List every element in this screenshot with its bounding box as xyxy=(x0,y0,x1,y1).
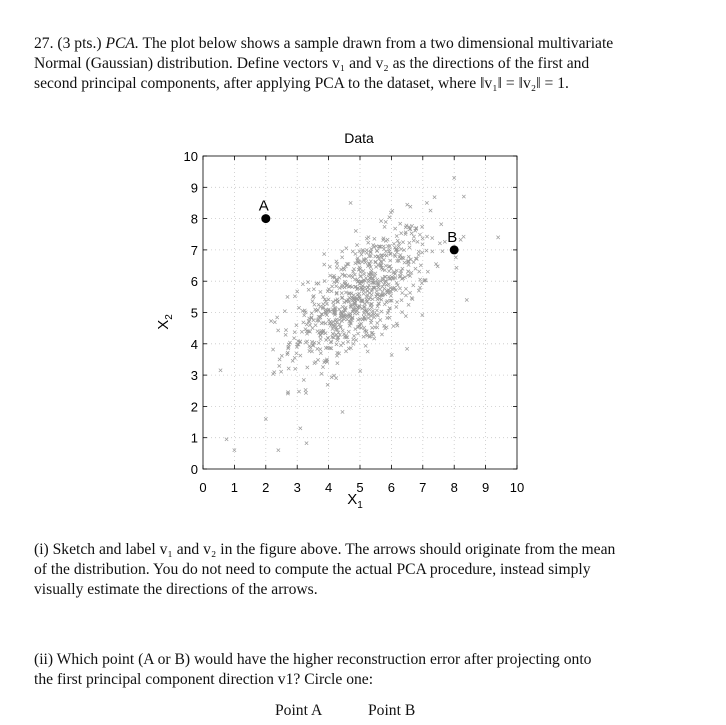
sample-point xyxy=(360,253,363,256)
sample-point xyxy=(392,324,395,327)
sample-point xyxy=(412,235,415,238)
sample-point xyxy=(376,278,379,281)
sample-point xyxy=(330,290,333,293)
sample-point xyxy=(402,248,405,251)
sample-point xyxy=(297,390,300,393)
sample-point xyxy=(375,249,378,252)
sample-point xyxy=(341,329,344,332)
sample-point xyxy=(284,328,287,331)
sample-point xyxy=(292,337,295,340)
sample-point xyxy=(355,243,358,246)
sample-point xyxy=(378,288,381,291)
sample-point xyxy=(408,246,411,249)
sample-point xyxy=(366,350,369,353)
axis-label-base: X xyxy=(347,491,358,508)
part-ii-line-2: the first principal component direction v1? Circle one: xyxy=(34,671,374,688)
sample-points xyxy=(219,176,500,452)
sample-point xyxy=(393,253,396,256)
sample-point xyxy=(384,275,387,278)
sample-point xyxy=(341,410,344,413)
sample-point xyxy=(286,295,289,298)
y-tick-label: 5 xyxy=(190,305,198,321)
sample-point xyxy=(431,236,434,239)
axis-label-subscript: 2 xyxy=(164,314,175,320)
sample-point xyxy=(340,291,343,294)
sample-point xyxy=(284,333,287,336)
x-tick-label: 0 xyxy=(199,480,207,495)
sample-point xyxy=(345,247,348,250)
sample-point xyxy=(219,369,222,372)
y-tick-label: 2 xyxy=(190,399,198,415)
sample-point xyxy=(328,265,331,268)
sample-point xyxy=(407,303,410,306)
sample-point xyxy=(308,344,311,347)
sample-point xyxy=(417,289,420,292)
sample-point xyxy=(410,224,413,227)
y-tick-label: 3 xyxy=(190,368,198,384)
sample-point xyxy=(386,299,389,302)
sample-point xyxy=(278,358,281,361)
sample-point xyxy=(400,298,403,301)
sample-point xyxy=(367,280,370,283)
sample-point xyxy=(385,283,388,286)
sample-point xyxy=(279,370,282,373)
sample-point xyxy=(319,290,322,293)
sample-point xyxy=(299,427,302,430)
sample-point xyxy=(392,276,395,279)
sample-point xyxy=(353,278,356,281)
sample-point xyxy=(364,344,367,347)
sample-point xyxy=(317,282,320,285)
question-number: 27. xyxy=(34,35,54,52)
x-tick-label: 8 xyxy=(450,480,458,495)
y-tick-label: 8 xyxy=(190,211,198,227)
sample-point xyxy=(404,294,407,297)
sample-point xyxy=(426,270,429,273)
sample-point xyxy=(356,312,359,315)
sample-point xyxy=(409,205,412,208)
sample-point xyxy=(280,354,283,357)
x-tick-label: 7 xyxy=(419,480,427,495)
sample-point xyxy=(323,263,326,266)
sample-point xyxy=(363,273,366,276)
sample-point xyxy=(382,245,385,248)
y-tick-label: 7 xyxy=(190,242,198,258)
sample-point xyxy=(393,227,396,230)
question-line-2: Normal (Gaussian) distribution. Define vectors v₁ and v₂ as the directions of the first and xyxy=(34,55,590,72)
sample-point xyxy=(372,337,375,340)
y-tick-label: 10 xyxy=(183,149,198,164)
sample-point xyxy=(416,240,419,243)
sample-point xyxy=(362,292,365,295)
sample-point xyxy=(414,267,417,270)
sample-point xyxy=(417,250,420,253)
y-tick-label: 0 xyxy=(190,462,198,477)
sample-point xyxy=(313,303,316,306)
sample-point xyxy=(406,270,409,273)
sample-point xyxy=(418,278,421,281)
sample-point xyxy=(418,286,421,289)
sample-point xyxy=(337,308,340,311)
sample-point xyxy=(293,331,296,334)
sample-point xyxy=(380,310,383,313)
sample-point xyxy=(302,321,305,324)
sample-point xyxy=(434,262,437,265)
sample-point xyxy=(379,318,382,321)
sample-point xyxy=(319,348,322,351)
sample-point xyxy=(352,334,355,337)
sample-point xyxy=(412,239,415,242)
sample-point xyxy=(369,321,372,324)
sample-point xyxy=(399,247,402,250)
sample-point xyxy=(455,266,458,269)
sample-point xyxy=(395,234,398,237)
sample-point xyxy=(374,255,377,258)
sample-point xyxy=(389,294,392,297)
sample-point xyxy=(384,220,387,223)
sample-point xyxy=(317,303,320,306)
sample-point xyxy=(340,250,343,253)
sample-point xyxy=(302,378,305,381)
y-axis-label xyxy=(155,314,175,330)
sample-point xyxy=(330,285,333,288)
sample-point xyxy=(354,338,357,341)
sample-point xyxy=(398,287,401,290)
sample-point xyxy=(336,262,339,265)
sample-point xyxy=(323,252,326,255)
sample-point xyxy=(462,195,465,198)
sample-point xyxy=(443,240,446,243)
sample-point xyxy=(419,264,422,267)
x-tick-label: 10 xyxy=(509,480,525,495)
sample-point xyxy=(404,287,407,290)
part-i-line-2: of the distribution. You do not need to compute the actual PCA procedure, instead simply xyxy=(34,561,591,578)
sample-point xyxy=(335,285,338,288)
sample-point xyxy=(301,283,304,286)
part-i-line-1: (i) Sketch and label v₁ and v₂ in the figure above. The arrows should originate from the mean xyxy=(34,541,616,558)
sample-point xyxy=(384,264,387,267)
sample-point xyxy=(405,347,408,350)
sample-point xyxy=(352,293,355,296)
sample-point xyxy=(331,332,334,335)
part-ii-text xyxy=(34,650,674,690)
sample-point xyxy=(350,274,353,277)
sample-point xyxy=(354,229,357,232)
sample-point xyxy=(459,238,462,241)
sample-point xyxy=(320,372,323,375)
sample-point xyxy=(383,287,386,290)
sample-point xyxy=(334,376,337,379)
sample-point xyxy=(304,388,307,391)
sample-point xyxy=(436,265,439,268)
sample-point xyxy=(386,238,389,241)
labeled-point-a xyxy=(261,214,270,223)
sample-point xyxy=(441,249,444,252)
sample-point xyxy=(308,323,311,326)
sample-point xyxy=(401,291,404,294)
sample-point xyxy=(293,295,296,298)
sample-point xyxy=(311,300,314,303)
option-point-b[interactable]: Point B xyxy=(368,702,416,719)
sample-point xyxy=(366,289,369,292)
sample-point xyxy=(299,354,302,357)
sample-point xyxy=(410,271,413,274)
sample-point xyxy=(310,350,313,353)
sample-point xyxy=(365,237,368,240)
sample-point xyxy=(321,365,324,368)
sample-point xyxy=(383,225,386,228)
sample-point xyxy=(374,272,377,275)
sample-point xyxy=(294,367,297,370)
sample-point xyxy=(319,351,322,354)
chart-title: Data xyxy=(344,130,374,146)
sample-point xyxy=(326,336,329,339)
sample-point xyxy=(401,240,404,243)
y-tick-label: 9 xyxy=(190,180,198,196)
sample-point xyxy=(335,260,338,263)
plot-grid xyxy=(203,156,517,469)
sample-point xyxy=(400,232,403,235)
sample-point xyxy=(384,250,387,253)
sample-point xyxy=(373,237,376,240)
sample-point xyxy=(346,340,349,343)
question-topic: PCA. xyxy=(105,35,139,52)
sample-point xyxy=(407,263,410,266)
sample-point xyxy=(341,273,344,276)
part-ii-line-1: (ii) Which point (A or B) would have the higher reconstruction error after projecting onto xyxy=(34,651,592,668)
sample-point xyxy=(287,367,290,370)
sample-point xyxy=(311,295,314,298)
question-line-1-text: The plot below shows a sample drawn from a two dimensional multivariate xyxy=(142,35,614,52)
sample-point xyxy=(335,266,338,269)
sample-point xyxy=(406,203,409,206)
sample-point xyxy=(367,241,370,244)
y-tick-label: 6 xyxy=(190,274,198,290)
sample-point xyxy=(392,242,395,245)
sample-point xyxy=(410,296,413,299)
sample-point xyxy=(269,319,272,322)
sample-point xyxy=(399,222,402,225)
sample-point xyxy=(425,235,428,238)
sample-point xyxy=(370,326,373,329)
sample-point xyxy=(421,251,424,254)
sample-point xyxy=(273,320,276,323)
sample-point xyxy=(342,332,345,335)
sample-point xyxy=(341,305,344,308)
sample-point xyxy=(233,449,236,452)
sample-point xyxy=(352,342,355,345)
sample-point xyxy=(295,352,298,355)
sample-point xyxy=(327,318,330,321)
labeled-point-b xyxy=(450,245,459,254)
sample-point xyxy=(347,330,350,333)
sample-point xyxy=(433,195,436,198)
point-label-b: B xyxy=(447,228,458,246)
sample-point xyxy=(356,332,359,335)
question-line-3: second principal components, after applying PCA to the dataset, where ‖v₁‖ = ‖v₂‖ = 1. xyxy=(34,75,569,92)
sample-point xyxy=(319,337,322,340)
y-tick-label: 1 xyxy=(190,430,198,446)
part-i-text xyxy=(34,540,674,600)
sample-point xyxy=(277,449,280,452)
sample-point xyxy=(353,273,356,276)
sample-point xyxy=(295,323,298,326)
x-tick-label: 1 xyxy=(230,480,239,495)
sample-point xyxy=(276,329,279,332)
sample-point xyxy=(417,253,420,256)
sample-point xyxy=(370,306,373,309)
sample-point xyxy=(431,250,434,253)
sample-point xyxy=(391,209,394,212)
sample-point xyxy=(297,306,300,309)
sample-point xyxy=(305,340,308,343)
sample-point xyxy=(421,243,424,246)
sample-point xyxy=(305,442,308,445)
sample-point xyxy=(418,233,421,236)
sample-point xyxy=(340,256,343,259)
sample-point xyxy=(429,209,432,212)
sample-point xyxy=(304,328,307,331)
sample-point xyxy=(465,298,468,301)
sample-point xyxy=(412,284,415,287)
sample-point xyxy=(421,237,424,240)
sample-point xyxy=(312,288,315,291)
sample-point xyxy=(275,316,278,319)
axis-label-base: X xyxy=(155,319,172,330)
x-tick-label: 9 xyxy=(481,480,490,495)
sample-point xyxy=(335,343,338,346)
x-tick-label: 4 xyxy=(324,480,333,495)
part-i-line-3: visually estimate the directions of the arrows. xyxy=(34,581,318,598)
sample-point xyxy=(306,366,309,369)
sample-point xyxy=(454,256,457,259)
labeled-points xyxy=(259,198,459,255)
sample-point xyxy=(314,323,317,326)
sample-point xyxy=(379,219,382,222)
x-tick-label: 2 xyxy=(262,480,270,495)
sample-point xyxy=(403,261,406,264)
sample-point xyxy=(320,312,323,315)
sample-point xyxy=(271,372,274,375)
sample-point xyxy=(408,291,411,294)
sample-point xyxy=(362,269,365,272)
sample-point xyxy=(336,361,339,364)
sample-point xyxy=(339,344,342,347)
sample-point xyxy=(376,321,379,324)
sample-point xyxy=(375,309,378,312)
sample-point xyxy=(307,288,310,291)
sample-point xyxy=(404,314,407,317)
sample-point xyxy=(395,300,398,303)
sample-point xyxy=(225,438,228,441)
sample-point xyxy=(367,316,370,319)
x-tick-label: 3 xyxy=(293,480,301,495)
sample-point xyxy=(403,275,406,278)
sample-point xyxy=(407,255,410,258)
sample-point xyxy=(395,305,398,308)
sample-point xyxy=(425,249,428,252)
option-point-a[interactable]: Point A xyxy=(275,702,323,719)
sample-point xyxy=(325,302,328,305)
sample-point xyxy=(362,335,365,338)
sample-point xyxy=(303,314,306,317)
sample-point xyxy=(496,236,499,239)
sample-point xyxy=(410,232,413,235)
sample-point xyxy=(314,308,317,311)
sample-point xyxy=(283,309,286,312)
sample-point xyxy=(278,364,281,367)
sample-point xyxy=(349,201,352,204)
sample-point xyxy=(335,354,338,357)
sample-point xyxy=(418,270,421,273)
sample-point xyxy=(339,325,342,328)
x-tick-label: 5 xyxy=(356,480,364,495)
sample-point xyxy=(354,327,357,330)
sample-point xyxy=(317,341,320,344)
sample-point xyxy=(425,201,428,204)
sample-point xyxy=(293,356,296,359)
sample-point xyxy=(300,330,303,333)
x-tick-label: 6 xyxy=(387,480,396,495)
sample-point xyxy=(421,313,424,316)
sample-point xyxy=(271,348,274,351)
sample-point xyxy=(314,360,317,363)
sample-point xyxy=(380,333,383,336)
sample-point xyxy=(364,333,367,336)
point-label-a: A xyxy=(258,197,269,215)
sample-point xyxy=(376,326,379,329)
sample-point xyxy=(420,225,423,228)
sample-point xyxy=(383,303,386,306)
sample-point xyxy=(438,242,441,245)
sample-point xyxy=(408,241,411,244)
sample-point xyxy=(440,223,443,226)
question-points: (3 pts.) xyxy=(57,35,102,52)
sample-point xyxy=(352,338,355,341)
sample-point xyxy=(375,289,378,292)
sample-point xyxy=(388,216,391,219)
sample-point xyxy=(330,376,333,379)
sample-point xyxy=(291,359,294,362)
y-tick-label: 4 xyxy=(190,336,198,352)
sample-point xyxy=(351,250,354,253)
axis-label-subscript: 1 xyxy=(357,500,363,511)
sample-point xyxy=(388,316,391,319)
sample-point xyxy=(316,330,319,333)
sample-point xyxy=(462,235,465,238)
